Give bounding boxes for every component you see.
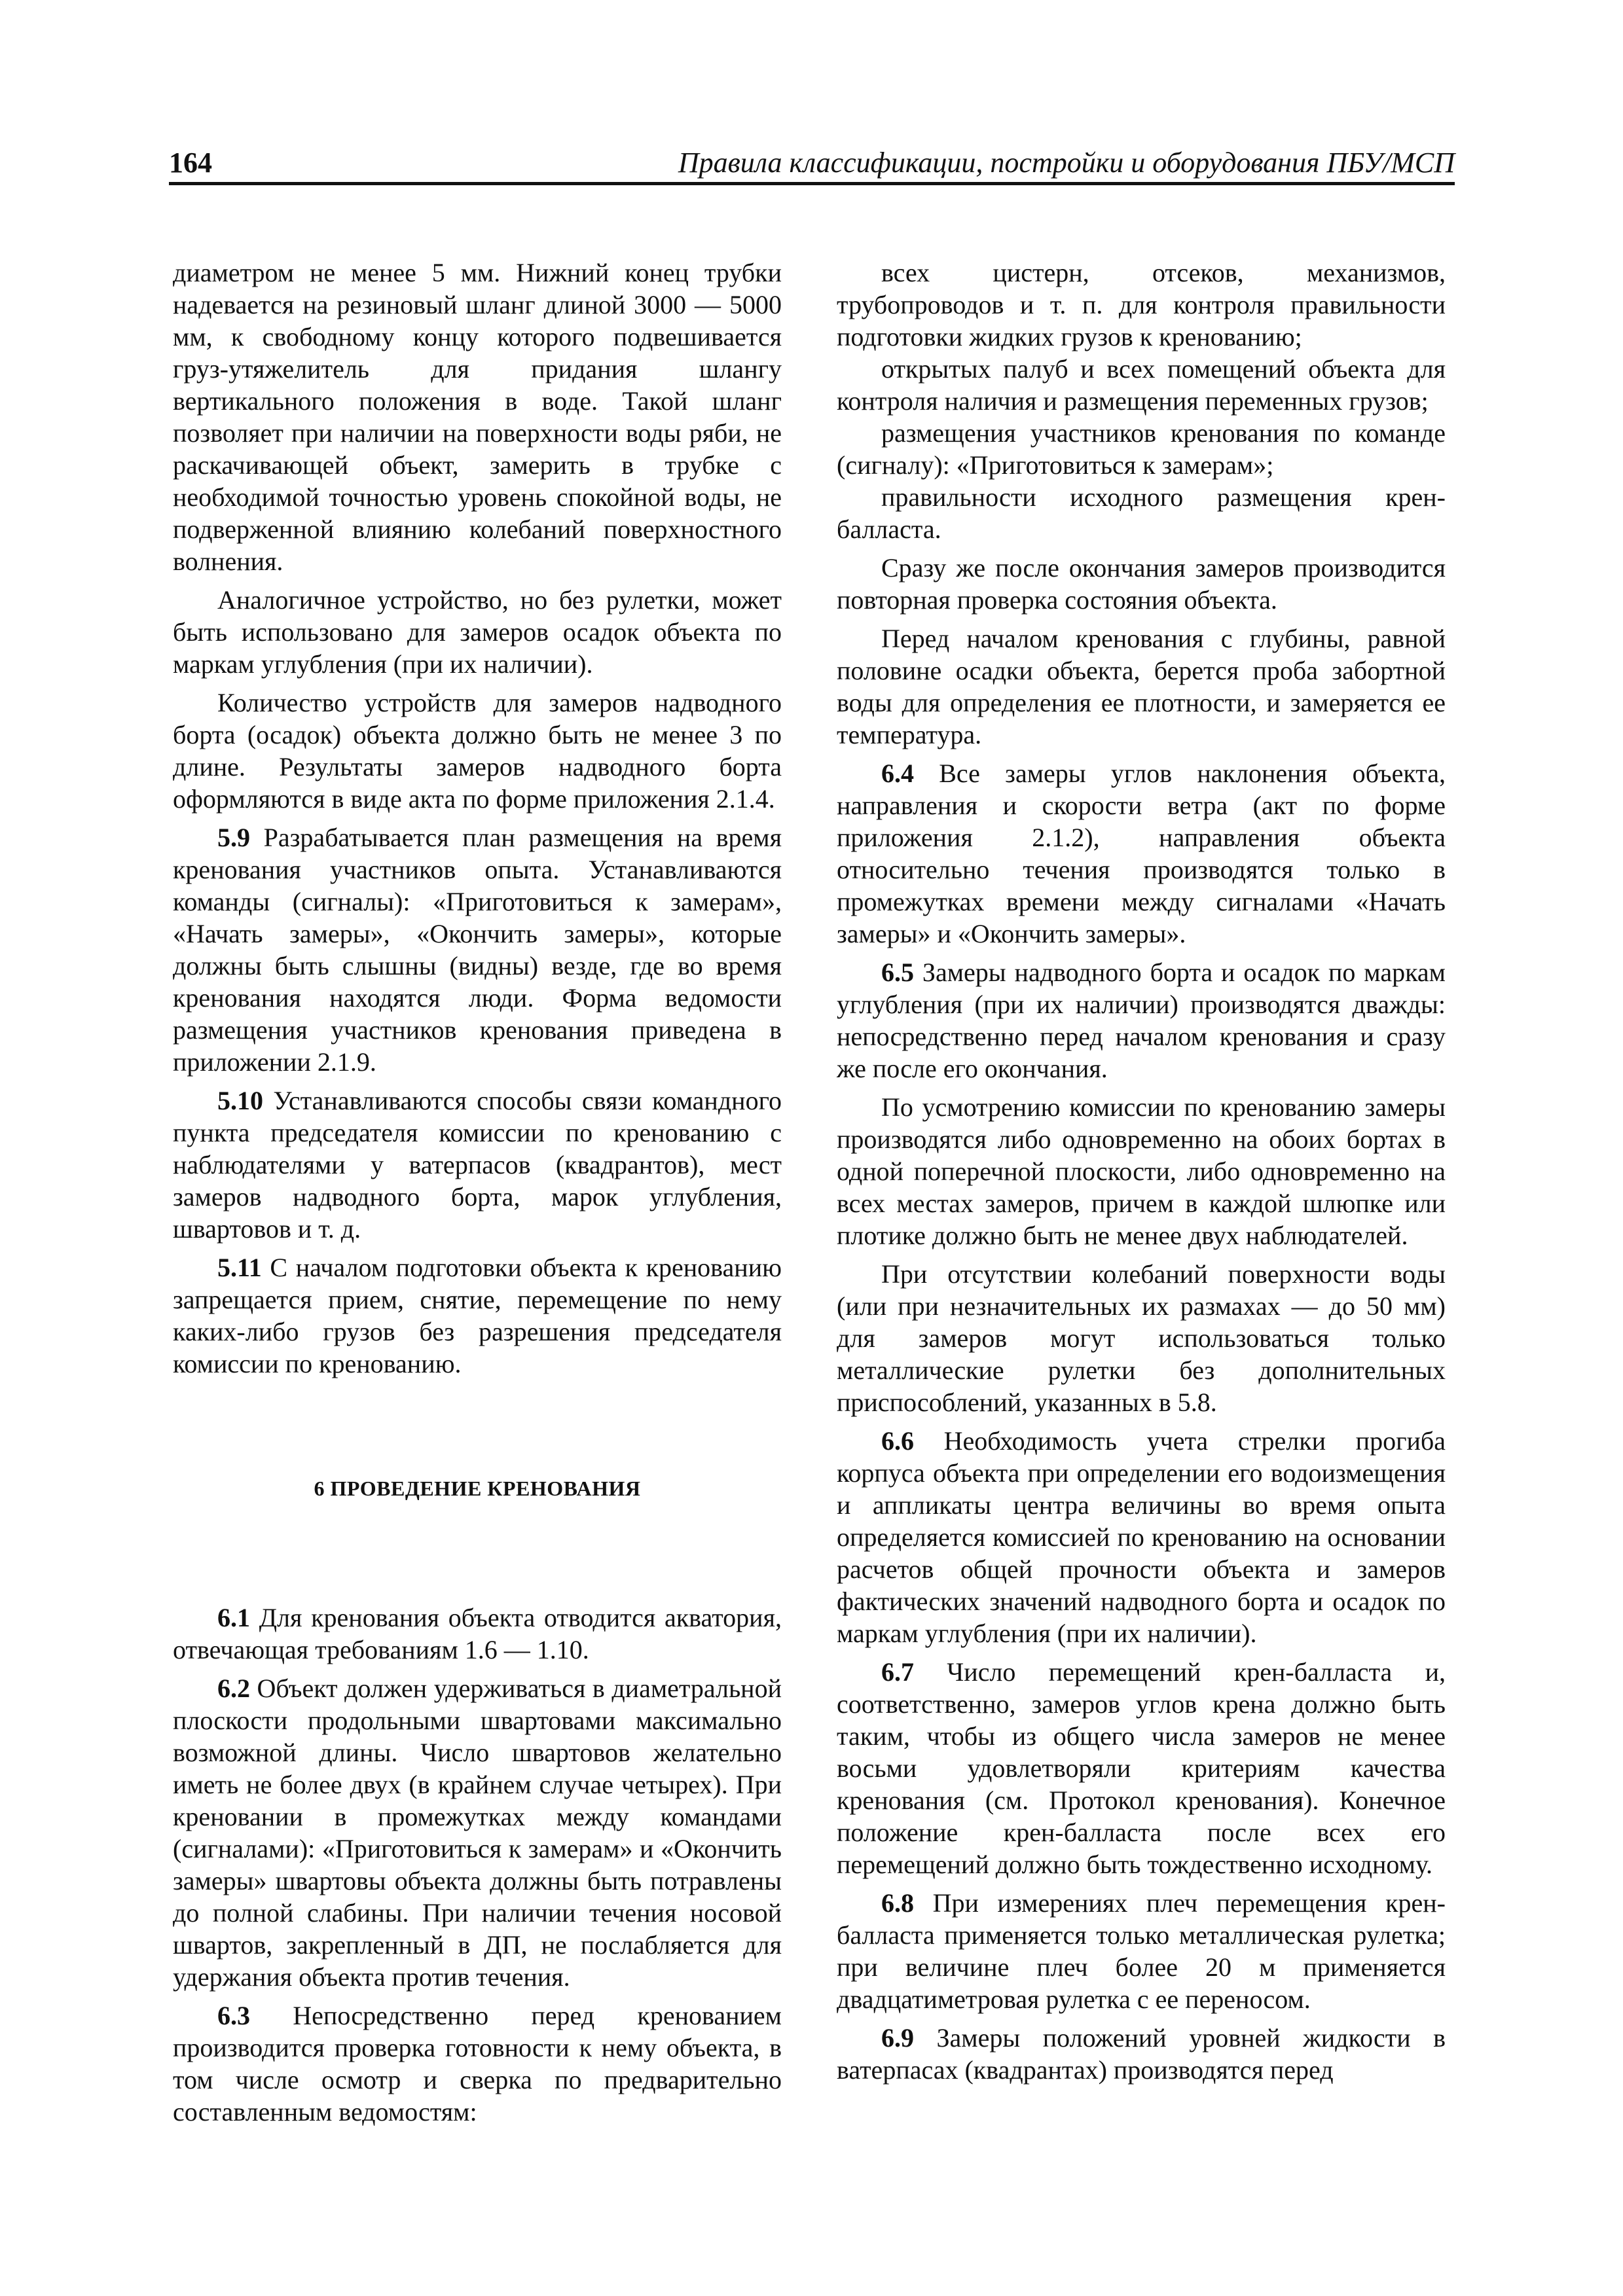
- clause-number: 6.4: [881, 759, 914, 788]
- clause-number: 6.1: [217, 1603, 250, 1632]
- paragraph: Количество устройств для замеров надводного борта (осадок) объекта должно быть не менее 3 по длине. Результаты замеров надводного борта оформляются в виде акта по форме приложения 2.1.4.: [173, 688, 782, 814]
- clause-number: 6.2: [217, 1674, 250, 1703]
- clause-number: 5.11: [217, 1253, 262, 1282]
- clause-text: Все замеры углов наклонения объекта, направления и скорости ветра (акт по форме приложения 2.1.2), направления объекта относительно течения производятся только в промежутках времени между сигналами «Начать замеры» и «Окончить замеры».: [837, 759, 1446, 948]
- page-number: 164: [169, 147, 212, 179]
- paragraph: размещения участников кренования по команде (сигналу): «Приготовиться к замерам»;: [837, 418, 1446, 480]
- page-header: [169, 136, 1455, 185]
- right-column: [837, 257, 1446, 2086]
- clause-6-8: [837, 1887, 1446, 2015]
- section-heading: 6 ПРОВЕДЕНИЕ КРЕНОВАНИЯ: [314, 1477, 641, 1500]
- clause-number: 6.6: [881, 1426, 914, 1456]
- clause-5-10: [173, 1085, 782, 1245]
- clause-6-1: [173, 1602, 782, 1666]
- clause-5-9: [173, 821, 782, 1078]
- paragraph: Аналогичное устройство, но без рулетки, может быть использовано для замеров осадок объекта по маркам углубления (при их наличии).: [173, 585, 782, 679]
- clause-text: При измерениях плеч перемещения крен-балласта применяется только металлическая рулетка; при величине плеч более 20 м применяется двадцатиметровая рулетка с ее переносом.: [837, 1888, 1446, 2014]
- clause-6-6: [837, 1425, 1446, 1649]
- clause-number: 6.7: [881, 1657, 914, 1687]
- paragraph: По усмотрению комиссии по кренованию замеры производятся либо одновременно на обоих бортах в одной поперечной плоскости, либо одновременно на всех местах замеров, причем в каждой шлюпке или плотике должно быть не менее двух наблюдателей.: [837, 1092, 1446, 1250]
- clause-text: Необходимость учета стрелки прогиба корпуса объекта при определении его водоизмещения и аппликаты центра величины во время опыта определяется комиссией по кренованию на основании расчетов общей прочности объекта и замеров фактических значений надводного борта и осадок по маркам углубления (при их наличии).: [837, 1426, 1446, 1648]
- clause-text: Непосредственно перед кренованием производится проверка готовности к нему объекта, в том числе осмотр и сверка по предварительно составленным ведомостям:: [173, 2001, 782, 2126]
- clause-text: Число перемещений крен-балласта и, соответственно, замеров углов крена должно быть таким, чтобы из общего числа замеров не менее восьми удовлетворяли критериям качества кренования (см. Протокол кренования). Конечное положение крен-балласта после всех его перемещений должно быть тождественно исходному.: [837, 1657, 1446, 1879]
- left-column: [173, 257, 782, 2128]
- clause-number: 6.3: [217, 2001, 250, 2030]
- paragraph: Перед началом кренования с глубины, равной половине осадки объекта, берется проба забортной воды для определения ее плотности, и замеряется ее температура.: [837, 624, 1446, 749]
- clause-6-3: [173, 2000, 782, 2128]
- clause-number: 6.9: [881, 2023, 914, 2053]
- clause-text: С началом подготовки объекта к кренованию запрещается прием, снятие, перемещение по нему каких-либо грузов без разрешения председателя комиссии по кренованию.: [173, 1253, 782, 1378]
- clause-text: Замеры надводного борта и осадок по маркам углубления (при их наличии) производятся дважды: непосредственно перед началом кренования и сразу же после его окончания.: [837, 958, 1446, 1083]
- clause-6-5: [837, 956, 1446, 1085]
- paragraph: правильности исходного размещения крен-балласта.: [837, 482, 1446, 544]
- paragraph: При отсутствии колебаний поверхности воды (или при незначительных их размахах — до 50 мм) для замеров могут использоваться только металлические рулетки без дополнительных приспособлений, указанных в 5.8.: [837, 1259, 1446, 1417]
- paragraph: диаметром не менее 5 мм. Нижний конец трубки надевается на резиновый шланг длиной 3000 — 5000 мм, к свободному концу которого подвешивается груз-утяжелитель для придания шлангу вертикального положения в воде. Такой шланг позволяет при наличии на поверхности воды ряби, не раскачивающей объект, замерить в трубке с необходимой точностью уровень спокойной воды, не подверженной влиянию колебаний поверхностного волнения.: [173, 258, 782, 576]
- clause-number: 5.10: [217, 1086, 263, 1115]
- clause-text: Устанавливаются способы связи командного пункта председателя комиссии по кренованию с наблюдателями у ватерпасов (квадрантов), мест замеров надводного борта, марок углубления, швартовов и т. д.: [173, 1086, 782, 1244]
- clause-number: 6.5: [881, 958, 914, 987]
- paragraph: открытых палуб и всех помещений объекта для контроля наличия и размещения переменных грузов;: [837, 354, 1446, 416]
- running-title: Правила классификации, постройки и оборудования ПБУ/МСП: [678, 147, 1455, 179]
- clause-6-4: [837, 757, 1446, 950]
- paragraph: Сразу же после окончания замеров производится повторная проверка состояния объекта.: [837, 553, 1446, 615]
- paragraph: всех цистерн, отсеков, механизмов, трубопроводов и т. п. для контроля правильности подготовки жидких грузов к кренованию;: [837, 258, 1446, 351]
- clause-text: Для кренования объекта отводится акватория, отвечающая требованиям 1.6 — 1.10.: [173, 1603, 782, 1664]
- clause-6-2: [173, 1672, 782, 1993]
- clause-text: Объект должен удерживаться в диаметральной плоскости продольными швартовами максимально возможной длины. Число швартовов желательно иметь не более двух (в крайнем случае четырех). При креновании в промежутках между командами (сигналами): «Приготовиться к замерам» и «Окончить замеры» швартовы объекта должны быть потравлены до полной слабины. При наличии течения носовой швартов, закрепленный в ДП, не послабляется для удержания объекта против течения.: [173, 1674, 782, 1992]
- clause-number: 6.8: [881, 1888, 914, 1918]
- clause-text: Разрабатывается план размещения на время кренования участников опыта. Устанавливаются команды (сигналы): «Приготовиться к замерам», «Начать замеры», «Окончить замеры», которые должны быть слышны (видны) везде, где во время кренования находятся люди. Форма ведомости размещения участников кренования приведена в приложении 2.1.9.: [173, 823, 782, 1077]
- clause-number: 5.9: [217, 823, 250, 852]
- clause-5-11: [173, 1251, 782, 1380]
- clause-6-9: [837, 2022, 1446, 2086]
- clause-6-7: [837, 1656, 1446, 1880]
- clause-text: Замеры положений уровней жидкости в ватерпасах (квадрантах) производятся перед: [837, 2023, 1446, 2085]
